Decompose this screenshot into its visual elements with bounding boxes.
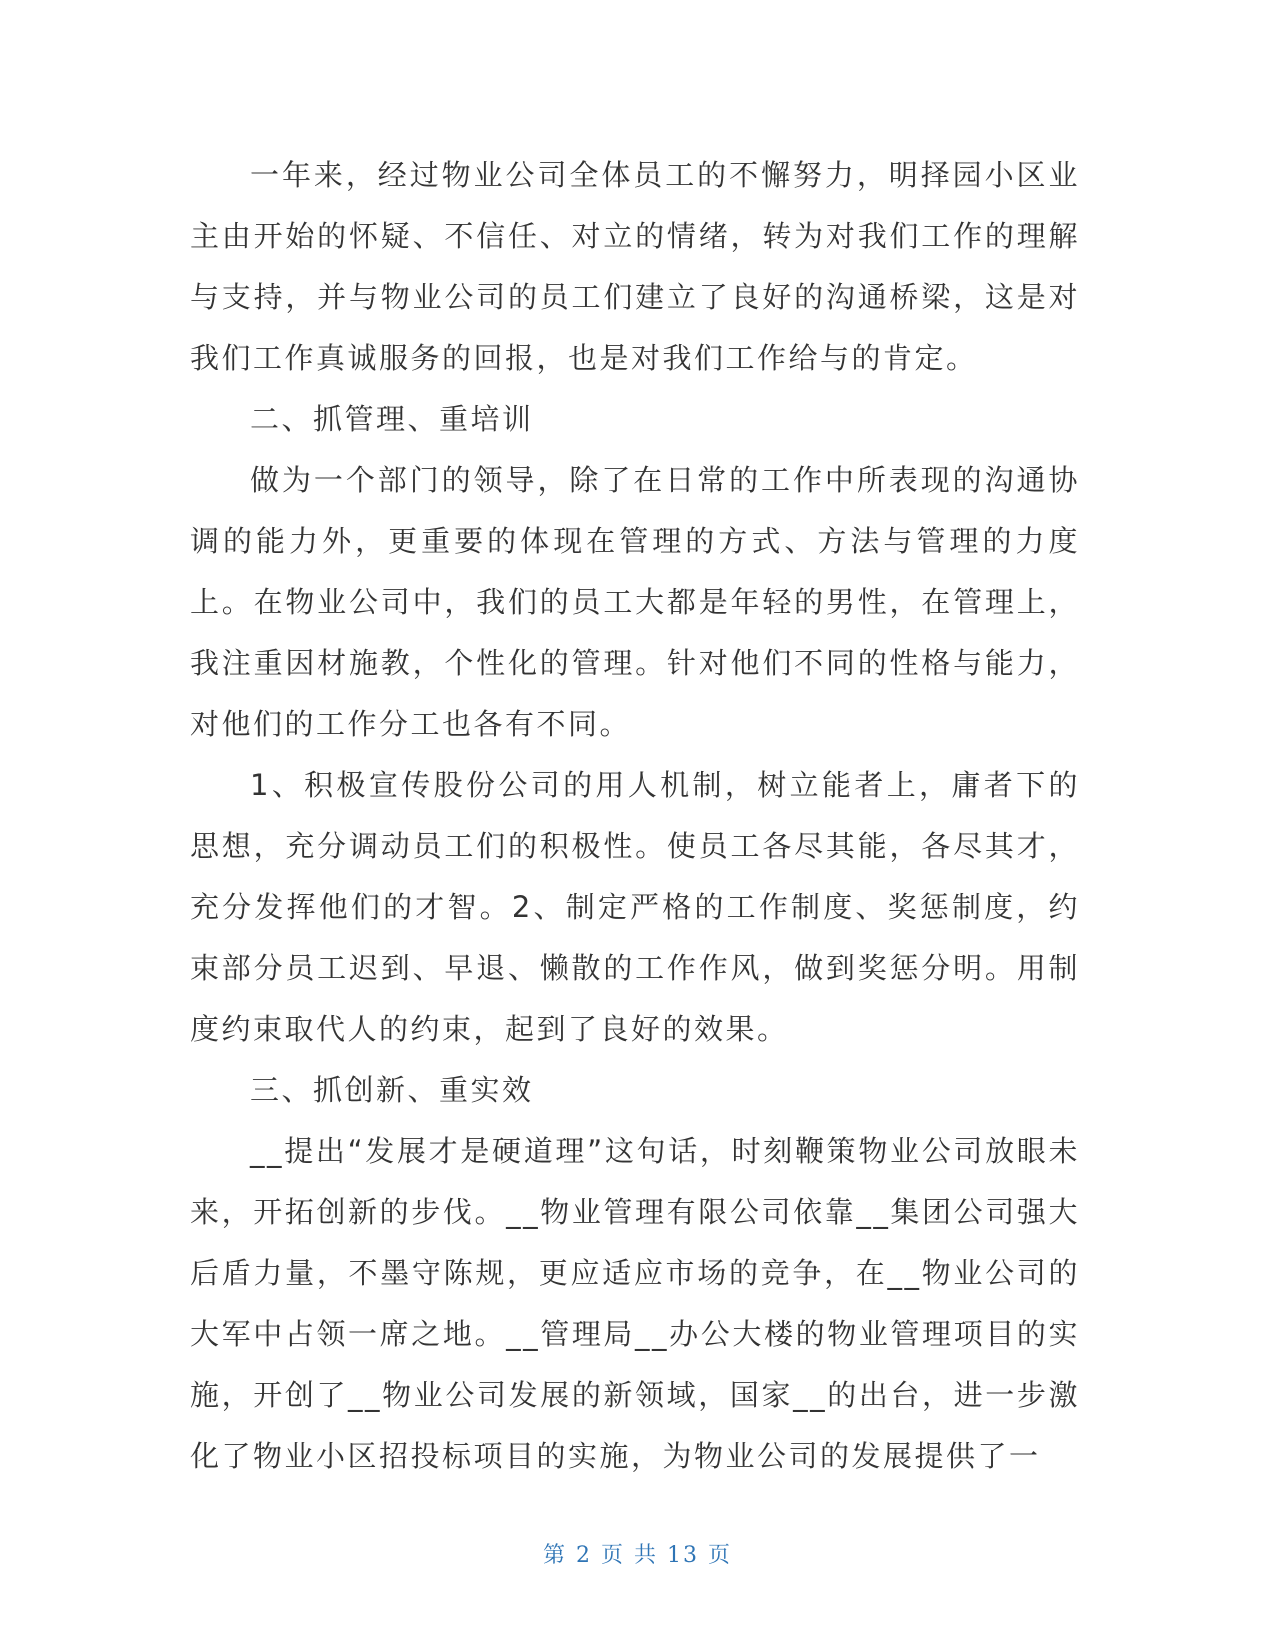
- document-body: [190, 145, 1080, 1487]
- section-heading-innovation: 三、抓创新、重实效: [250, 1073, 534, 1107]
- paragraph-measures: 1、积极宣传股份公司的用人机制，树立能者上，庸者下的思想，充分调动员工们的积极性。使员工各尽其能，各尽其才，充分发挥他们的才智。2、制定严格的工作制度、奖惩制度，约束部分员工迟到、早退、懒散的工作作风，做到奖惩分明。用制度约束取代人的约束，起到了良好的效果。: [190, 768, 1080, 1046]
- paragraph-management: 做为一个部门的领导，除了在日常的工作中所表现的沟通协调的能力外，更重要的体现在管理的方式、方法与管理的力度上。在物业公司中，我们的员工大都是年轻的男性，在管理上，我注重因材施教，个性化的管理。针对他们不同的性格与能力，对他们的工作分工也各有不同。: [190, 463, 1080, 741]
- page-footer: [0, 1538, 1275, 1569]
- paragraph-summary: 一年来，经过物业公司全体员工的不懈努力，明择园小区业主由开始的怀疑、不信任、对立的情绪，转为对我们工作的理解与支持，并与物业公司的员工们建立了良好的沟通桥梁，这是对我们工作真诚服务的回报，也是对我们工作给与的肯定。: [190, 158, 1080, 375]
- paragraph-innovation: __提出“发展才是硬道理”这句话，时刻鞭策物业公司放眼未来，开拓创新的步伐。__物业管理有限公司依靠__集团公司强大后盾力量，不墨守陈规，更应适应市场的竞争，在__物业公司的大军中占领一席之地。__管理局__办公大楼的物业管理项目的实施，开创了__物业公司发展的新领域，国家__的出台，进一步激化了物业小区招投标项目的实施，为物业公司的发展提供了一: [190, 1134, 1080, 1473]
- section-heading-management: 二、抓管理、重培训: [250, 402, 534, 436]
- page-number-indicator: 第 2 页 共 13 页: [543, 1543, 732, 1568]
